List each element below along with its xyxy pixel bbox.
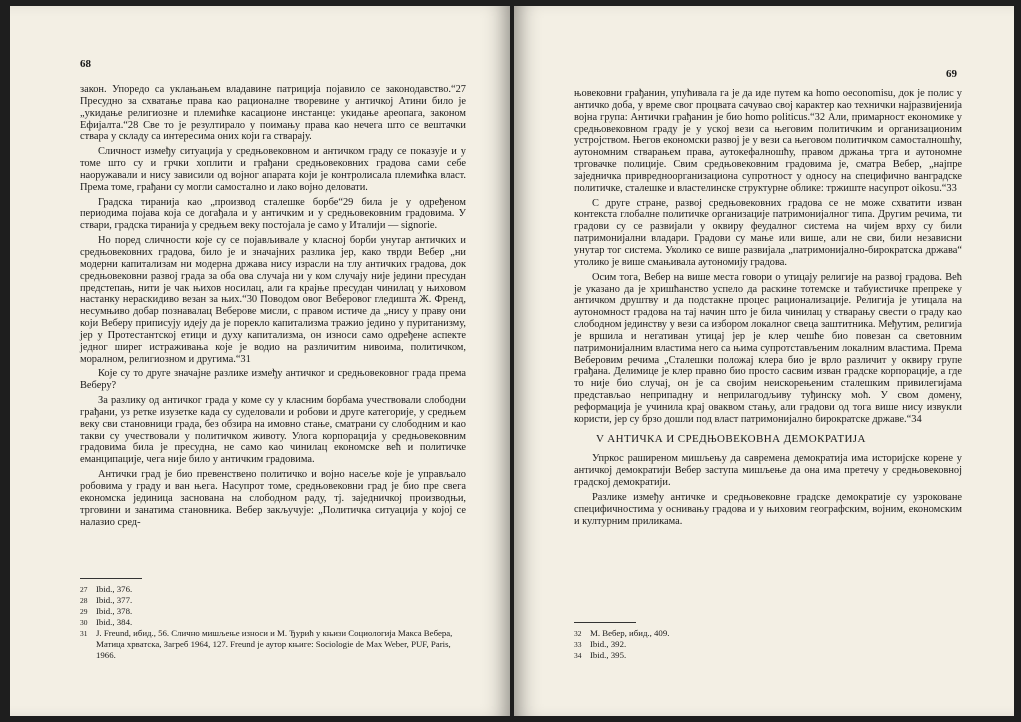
footnote [80,595,466,606]
footnote-text: Ibid., 378. [96,606,133,616]
footnote-number: 30 [80,618,88,627]
footnote-number: 27 [80,585,88,594]
left-footnotes [80,578,466,661]
paragraph: С друге стране, развој средњовековних градова се не може схватити изван контекста глобалне политичке организације патримонијалног типа. Другим речима, ти градови су се развијали у оквиру феудалног система на чијем врху су били патримонијални владари. Градови су мање или више, али не сви, били независни унутар тог система. Уколико се више развијала „патримонијално-бирократска држава“ утолико је више смањивала аутономију градова. [574,197,962,268]
right-page [514,6,1014,716]
footnote [80,628,466,661]
footnote-rule [574,622,636,623]
footnote-number: 29 [80,607,88,616]
paragraph: За разлику од античког града у коме су у класним борбама учествовали слободни грађани, уз ретке изузетке када су суделовали и робови и друге категорије, у средњем веку сви становници града, без обзира на имовно стање, сматрани су слободним и као такви су учествовали у политичком животу. Улога корпорација у средњовековним градовима била је пресудна, не само као чинилац економске већ и политичке еманципације, чега није било у античким градовима. [80,395,466,466]
paragraph: њовековни грађанин, упућивала га је да иде путем ка homo oeconomisu, док је полис у античко доба, у време свог процвата сачувао свој карактер као технички најразвијенија војна група: Антички грађанин је био homo politicus.“32 Али, примарност економике у средњовековном граду је у уској вези са његовим политичким и организационим устројством. Његов економски развој је у вези са његовом политичком самосталношћу, аутономним стварањем права, аутокефалношћу, правом држања трга и аутономне трговачке полиције. Свим средњовековним градовима је, сматра Вебер, „најпре заједничка привредноорганизациона супротност у односу на специфично ванградске политичке, сталешке и властелинске структурне облике: тржиште насупрот oikosu.“33 [574,88,962,194]
right-footnotes [574,622,962,661]
paragraph: закон. Упоредо са уклањањем владавине патриција појавило се законодавство.“27 Пресудно за схватање права као рационалне творевине у античкој Атини било је „укидање религиозне и племићке касационе инстанце: укидање ареопага, законом Ефијалта.“28 Све то је резултирало у поимању права као нечега што се вештачки ствара у складу са интересима оних који га стварају. [80,84,466,143]
paragraph: Разлике између античке и средњовековне градске демократије су узроковане специфичностима у оснивању градова и у њиховим географским, војним, економским и културним приликама. [574,492,962,527]
footnote-text: Ibid., 392. [590,639,627,649]
footnote [80,584,466,595]
paragraph: Осим тога, Вебер на више места говори о утицају религије на развој градова. Већ је указано да је хришћанство успело да раскине тотемске и табуистичке препреке у античком друштву и да подстакне процес рационализације. Религија је утицала на аутономност градова на тај начин што је била чинилац у стварању свести о граду као слободном јединству у вези са избором локалног свеца заштитника. Међутим, религија је вршила и негативан утицај јер је клер чешће био повезан са световним патримонијалним властима него са њима супротстављеним локалним властима. Према Веберовим речима „Сталешки положај клера био је врло различит у оквиру групе грађана. Делимице је клер правно био просто сасвим изван градске корпорације, а где то није био случај, он је са својим неискорењеним сталешким привилегијама представљао неприпадну и неприлагодљиву туђинску моћ. У свом домену, реформација је учинила крај оваквом стању, али градови од тога више нису извукли користи, јер су брзо дошли под власт патримонијално бирократске државе.“34 [574,271,962,425]
right-body-text [574,88,962,531]
paragraph: Но поред сличности које су се појављивале у класној борби унутар античких и средњовековних градова, било је и значајних разлика јер, како тврди Вебер „ни модерни капитализам ни модерна држава нису израсли на тлу античких градова, док средњовековни развој града за оба ова случаја ни у ком случају није једини пресудан предстепањ, нити је чак њихов носилац, али га крајње пресудан чинилац у њиховом настанку нераскидиво везан за њих.“30 Поводом овог Веберовог гледишта Ж. Френд, несумњиво добар познавалац Веберове мисли, с правом истиче да „нису у праву они који Веберу приписују идеју да је порекло капитализма тражио једино у пуританизму, јер у Протестантској етици и духу капитализма, он износи само одређене аспекте једног ширег истраживања које је водио на различитим нивоима, политичком, моралном, религиозном и другима.“31 [80,235,466,365]
footnote-text: М. Вебер, ибид., 409. [590,628,670,638]
paragraph: Које су то друге значајне разлике између античког и средњовековног града према Веберу? [80,368,466,392]
paragraph: Упркос раширеном мишљењу да савремена демократија има историјске корене у античкој демократији Вебер заступа мишљење да она има претечу у средњовековној градској демократији. [574,453,962,489]
footnote-text: Ibid., 395. [590,650,627,660]
left-page [10,6,510,716]
footnote-text: J. Freund, ибид., 56. Слично мишљење износи и М. Ђурић у књизи Социологија Макса Вебера, Матица хрватска, Загреб 1964, 127. Freund је аутор књиге: Sociologie de Max Weber, PUF, Paris, 1966. [96,628,453,660]
footnote-number: 34 [574,651,582,660]
left-body-text [80,84,466,531]
footnote [80,617,466,628]
section-heading: V АНТИЧКА И СРЕДЊОВЕКОВНА ДЕМОКРАТИЈА [596,432,866,445]
footnote-number: 31 [80,629,88,638]
footnote-number: 32 [574,629,582,638]
footnote-text: Ibid., 377. [96,595,133,605]
page-number-left: 68 [80,58,91,70]
page-number-right: 69 [946,68,957,80]
footnote-number: 33 [574,640,582,649]
paragraph: Сличност између ситуација у средњовековном и античком граду се показује и у томе што су и грчки хоплити и грађани средњовековних градова сами себе наоружавали и нису зависили од војног апарата који је контролисала племићка власт. Према томе, грађани су могли самостално и лако војно деловати. [80,146,466,193]
footnote-text: Ibid., 384. [96,617,133,627]
footnote [574,628,962,639]
footnote [574,639,962,650]
paragraph: Градска тиранија као „производ сталешке борбе“29 била је у одређеном периодима појава која се догађала и у античким и у средњовековним градовима. У ствари, градска тиранија у средњем веку постојала је само у Италији — signorie. [80,196,466,232]
footnote-text: Ibid., 376. [96,584,133,594]
footnote-number: 28 [80,596,88,605]
footnote [80,606,466,617]
footnote [574,650,962,661]
paragraph: Антички град је био превенствено политичко и војно насеље које је управљало робовима у граду и ван њега. Насупрот томе, средњовековни град је био пре свега економска јединица заснована на слободном раду, тј. заједничкој производњи, трговини и занатима становника. Вебер закључује: „Политичка ситуација у којој се налазио сред- [80,469,466,528]
footnote-rule [80,578,142,579]
